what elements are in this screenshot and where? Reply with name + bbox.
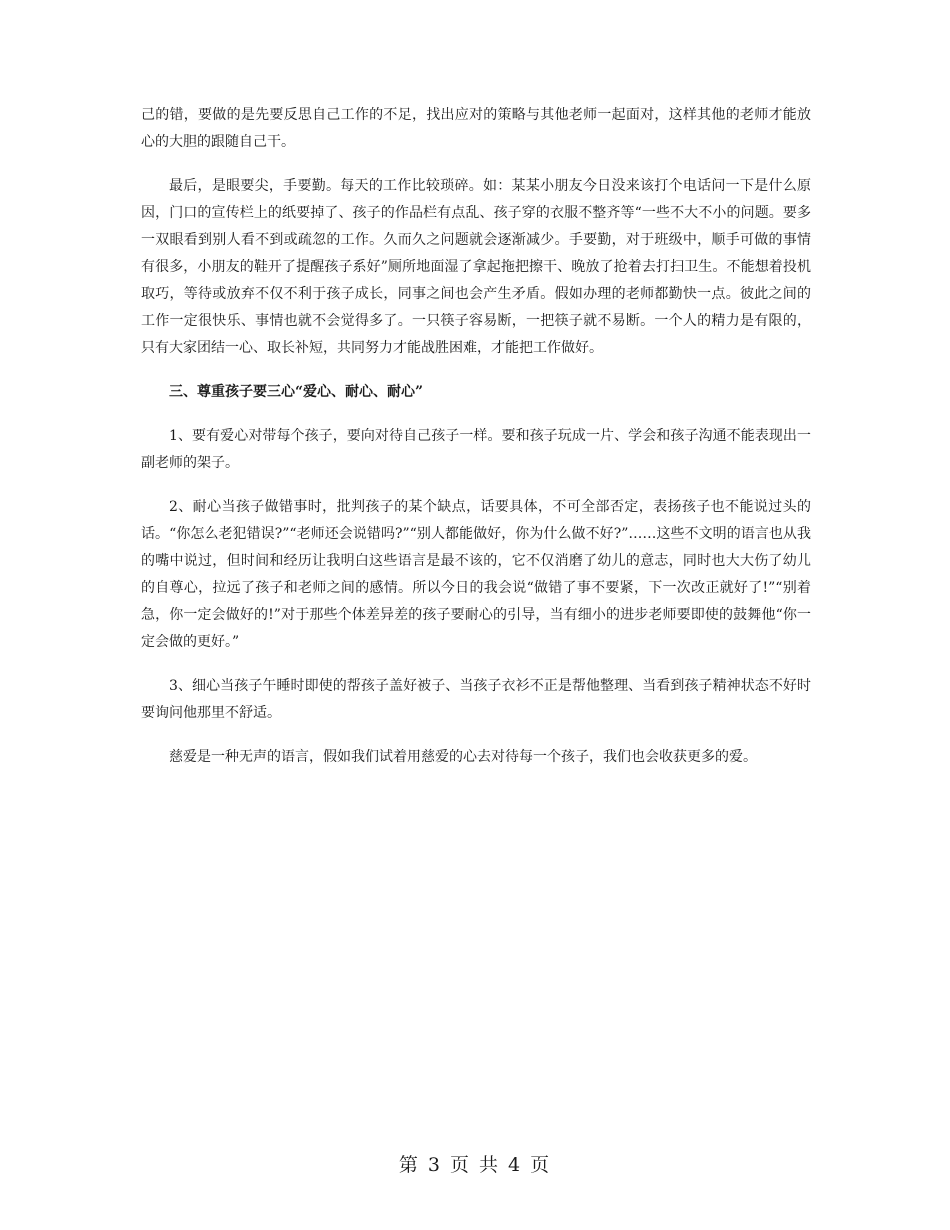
page-number-footer: 第 3 页 共 4 页 bbox=[398, 1154, 552, 1176]
paragraph-eyes-hands: 最后，是眼要尖，手要勤。每天的工作比较琐碎。如：某某小朋友今日没来该打个电话问一下是什么原因，门口的宣传栏上的纸要掉了、孩子的作品栏有点乱、孩子穿的衣服不整齐等“一些不大不小的问题。要多一双眼看到别人看不到或疏忽的工作。久而久之问题就会逐渐减少。手要勤，对于班级中，顺手可做的事情有很多，小朋友的鞋开了提醒孩子系好”厕所地面湿了拿起拖把擦干、晚放了抢着去打扫卫生。不能想着投机取巧，等待或放弃不仅不利于孩子成长，同事之间也会产生矛盾。假如办理的老师都勤快一点。彼此之间的工作一定很快乐、事情也就不会觉得多了。一只筷子容易断，一把筷子就不易断。一个人的精力是有限的，只有大家团结一心、取长补短，共同努力才能战胜困难，才能把工作做好。 bbox=[141, 178, 811, 356]
section-heading-respect-children: 三、尊重孩子要三心“爱心、耐心、耐心” bbox=[169, 384, 424, 400]
paragraph-continuation: 己的错，要做的是先要反思自己工作的不足，找出应对的策略与其他老师一起面对，这样其他的老师才能放心的大胆的跟随自己干。 bbox=[141, 107, 811, 150]
paragraph-love: 1、要有爱心对带每个孩子，要向对待自己孩子一样。要和孩子玩成一片、学会和孩子沟通不能表现出一副老师的架子。 bbox=[141, 428, 811, 471]
paragraph-patience: 2、耐心当孩子做错事时，批判孩子的某个缺点，话要具体，不可全部否定，表扬孩子也不能说过头的话。“你怎么老犯错误?”“老师还会说错吗?”“别人都能做好，你为什么做不好?”……这些不文明的语言也从我的嘴中说过，但时间和经历让我明白这些语言是最不该的，它不仅消磨了幼儿的意志，同时也大大伤了幼儿的自尊心，拉远了孩子和老师之间的感情。所以今日的我会说“做错了事不要紧，下一次改正就好了!”“别着急，你一定会做好的!”对于那些个体差异差的孩子要耐心的引导，当有细小的进步老师要即使的鼓舞他“你一定会做的更好。” bbox=[141, 499, 811, 650]
paragraph-conclusion: 慈爱是一种无声的语言，假如我们试着用慈爱的心去对待每一个孩子，我们也会收获更多的爱。 bbox=[169, 749, 757, 765]
document-body bbox=[141, 102, 811, 788]
paragraph-carefulness: 3、细心当孩子午睡时即使的帮孩子盖好被子、当孩子衣衫不正是帮他整理、当看到孩子精神状态不好时要询问他那里不舒适。 bbox=[141, 678, 811, 721]
